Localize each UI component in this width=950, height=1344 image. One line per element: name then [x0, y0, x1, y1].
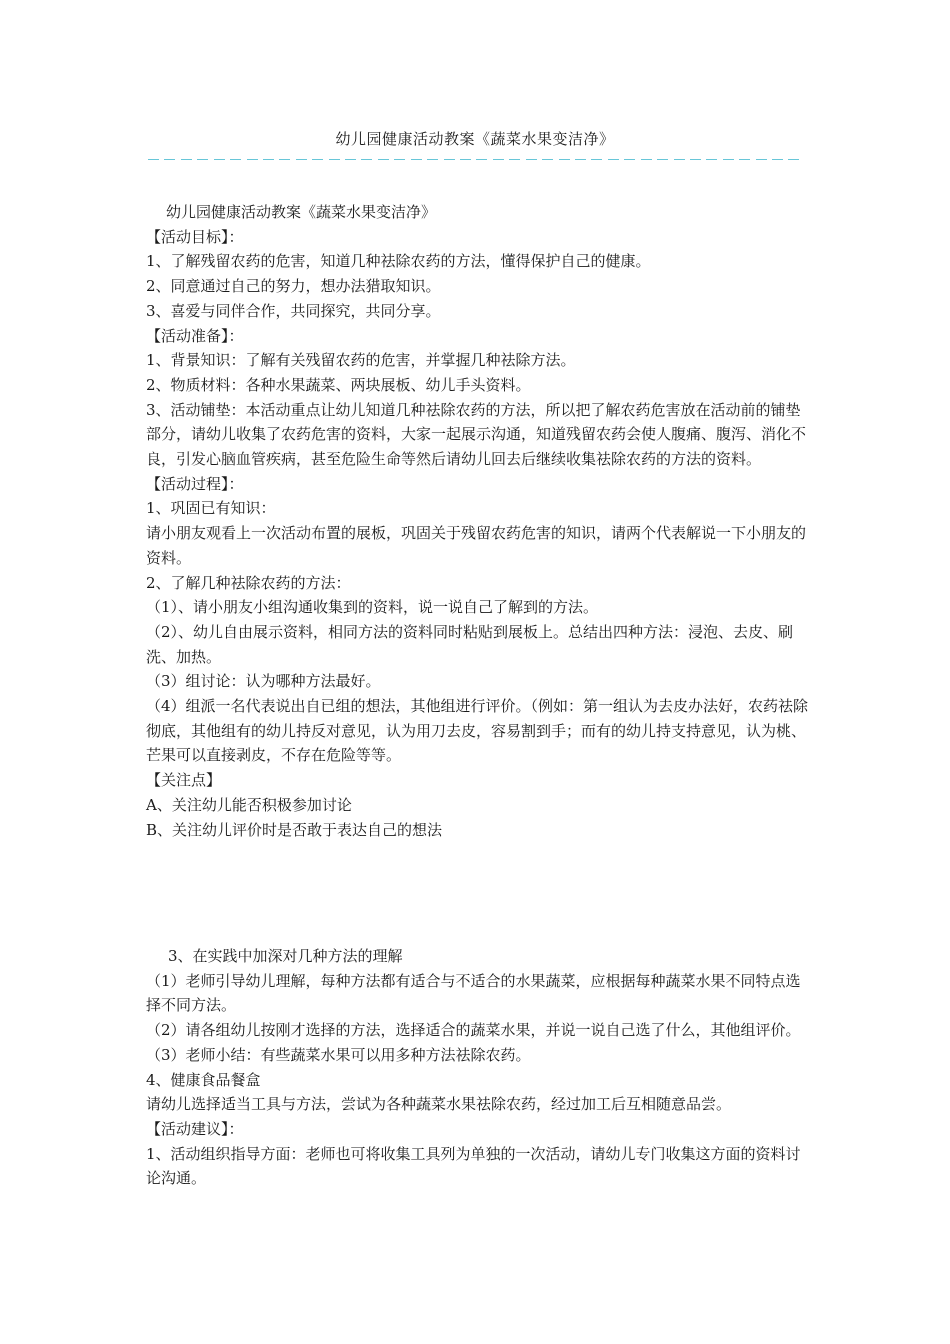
rule-dash: [148, 159, 159, 160]
page-header-title: 幼儿园健康活动教案《蔬菜水果变洁净》: [335, 130, 615, 148]
header-dashed-rule: [148, 153, 800, 165]
rule-dash: [394, 159, 405, 160]
paragraph: 1、活动组织指导方面：老师也可将收集工具列为单独的一次活动，请幼儿专门收集这方面的资料讨论沟通。: [146, 1144, 801, 1188]
paragraph: （2）请各组幼儿按刚才选择的方法，选择适合的蔬菜水果，并说一说自己选了什么，其他组评价。: [146, 1021, 801, 1040]
rule-dash: [181, 159, 192, 160]
rule-dash: [674, 159, 685, 160]
heading-process: 【活动过程】：: [146, 474, 244, 493]
heading-goals: 【活动目标】：: [146, 227, 244, 246]
rule-dash: [690, 159, 701, 160]
paragraph: （1）、请小朋友小组沟通收集到的资料，说一说自己了解到的方法。: [146, 598, 599, 617]
rule-dash: [526, 159, 537, 160]
rule-dash: [788, 159, 799, 160]
rule-dash: [312, 159, 323, 160]
paragraph: B、关注幼儿评价时是否敢于表达自己的想法: [146, 820, 443, 839]
rule-dash: [772, 159, 783, 160]
rule-dash: [559, 159, 570, 160]
heading-preparation: 【活动准备】：: [146, 326, 244, 345]
rule-dash: [706, 159, 717, 160]
rule-dash: [378, 159, 389, 160]
rule-dash: [263, 159, 274, 160]
rule-dash: [591, 159, 602, 160]
rule-dash: [657, 159, 668, 160]
paragraph: （1）老师引导幼儿理解，每种方法都有适合与不适合的水果蔬菜，应根据每种蔬菜水果不同特点选择不同方法。: [146, 971, 801, 1015]
rule-dash: [608, 159, 619, 160]
body-section-2: [146, 944, 810, 1191]
paragraph: 4、健康食品餐盒: [146, 1070, 261, 1089]
paragraph: 3、喜爱与同伴合作，共同探究，共同分享。: [146, 301, 441, 320]
rule-dash: [509, 159, 520, 160]
rule-dash: [230, 159, 241, 160]
paragraph: 1、背景知识：了解有关残留农药的危害，并掌握几种祛除方法。: [146, 351, 576, 370]
paragraph: 1、了解残留农药的危害，知道几种祛除农药的方法，懂得保护自己的健康。: [146, 252, 651, 271]
rule-dash: [542, 159, 553, 160]
paragraph: 请小朋友观看上一次活动布置的展板，巩固关于残留农药危害的知识，请两个代表解说一下小朋友的资料。: [146, 524, 807, 567]
rule-dash: [427, 159, 438, 160]
paragraph: 1、巩固已有知识：: [146, 499, 276, 518]
rule-dash: [624, 159, 635, 160]
rule-dash: [214, 159, 225, 160]
rule-dash: [493, 159, 504, 160]
rule-dash: [739, 159, 750, 160]
rule-dash: [460, 159, 471, 160]
rule-dash: [164, 159, 175, 160]
paragraph: （3）组讨论：认为哪种方法最好。: [146, 672, 381, 691]
paragraph: A、关注幼儿能否积极参加讨论: [146, 795, 352, 814]
rule-dash: [361, 159, 372, 160]
rule-dash: [756, 159, 767, 160]
rule-dash: [345, 159, 356, 160]
rule-dash: [197, 159, 208, 160]
paragraph: 3、在实践中加深对几种方法的理解: [168, 947, 403, 965]
rule-dash: [723, 159, 734, 160]
paragraph: 请幼儿选择适当工具与方法，尝试为各种蔬菜水果祛除农药，经过加工后互相随意品尝。: [146, 1095, 732, 1114]
rule-dash: [296, 159, 307, 160]
paragraph: 2、物质材料：各种水果蔬菜、两块展板、幼儿手头资料。: [146, 375, 531, 394]
rule-dash: [247, 159, 258, 160]
rule-dash: [476, 159, 487, 160]
paragraph: 3、活动铺垫：本活动重点让幼儿知道几种祛除农药的方法，所以把了解农药危害放在活动前的铺垫部分，请幼儿收集了农药危害的资料，大家一起展示沟通，知道残留农药会使人腹痛、腹泻、消化不良，引发心脑血管疾病，甚至危险生命等然后请幼儿回去后继续收集祛除农药的方法的资料。: [146, 400, 807, 469]
paragraph: 2、同意通过自己的努力，想办法猎取知识。: [146, 277, 441, 296]
rule-dash: [329, 159, 340, 160]
rule-dash: [444, 159, 455, 160]
paragraph: （4）组派一名代表说出自已组的想法，其他组进行评价。（例如：第一组认为去皮办法好，农药祛除彻底，其他组有的幼儿持反对意见，认为用刀去皮，容易割到手；而有的幼儿持支持意见，认为桃、芒果可以直接剥皮，不存在危险等等。: [146, 697, 809, 765]
rule-dash: [575, 159, 586, 160]
rule-dash: [641, 159, 652, 160]
body-section-1: [146, 200, 810, 842]
paragraph: （2）、幼儿自由展示资料，相同方法的资料同时粘贴到展板上。总结出四种方法：浸泡、去皮、刷洗、加热。: [146, 622, 794, 666]
doc-title: 幼儿园健康活动教案《蔬菜水果变洁净》: [166, 203, 437, 221]
paragraph: 2、了解几种祛除农药的方法：: [146, 573, 351, 592]
paragraph: （3）老师小结：有些蔬菜水果可以用多种方法祛除农药。: [146, 1045, 531, 1064]
rule-dash: [411, 159, 422, 160]
heading-focus: 【关注点】: [146, 771, 222, 790]
rule-dash: [279, 159, 290, 160]
heading-suggestions: 【活动建议】：: [146, 1119, 244, 1138]
